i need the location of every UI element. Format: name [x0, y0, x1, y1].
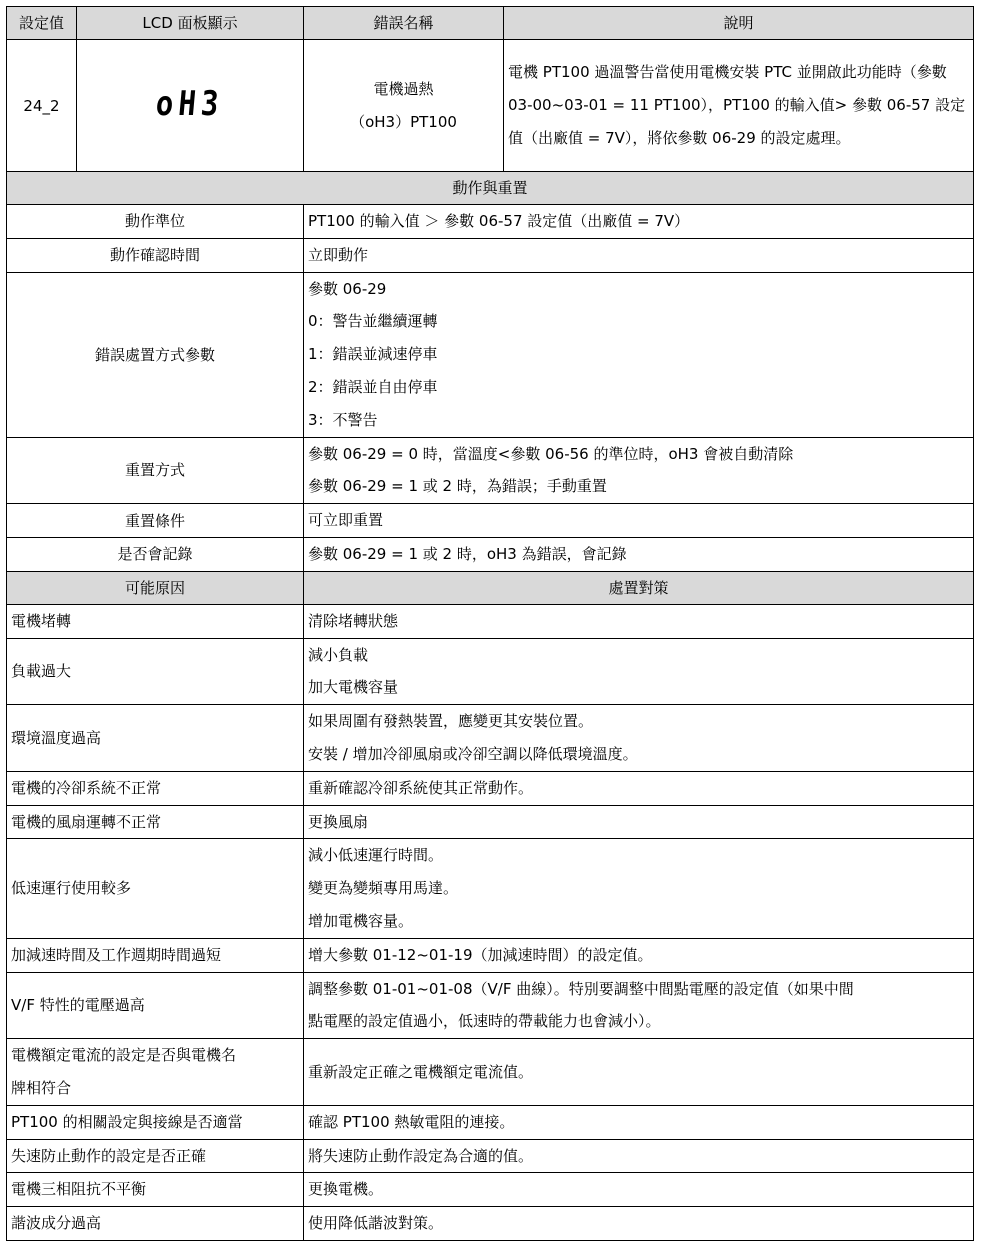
action-row-value: [304, 437, 974, 504]
action-row-label: 重置方式: [7, 437, 304, 504]
countermeasure-cell-line: 重新確認冷卻系統使其正常動作。: [308, 778, 534, 797]
header-countermeasure: 處置對策: [304, 571, 974, 604]
lcd-digits: oH3: [154, 84, 226, 124]
cause-cell-line: 負載過大: [11, 661, 72, 680]
action-row-value: [304, 205, 974, 239]
action-row-value-line: 2：錯誤並自由停車: [308, 377, 438, 396]
action-row-value-line: 3：不警告: [308, 410, 378, 429]
fault-code: 24_2: [7, 40, 77, 172]
countermeasure-cell-line: 使用降低諧波對策。: [308, 1214, 444, 1233]
cause-cell: [7, 638, 304, 705]
countermeasure-cell-line: 加大電機容量: [308, 678, 399, 697]
cause-row: [7, 1207, 974, 1241]
countermeasure-cell: [304, 1105, 974, 1139]
cause-cell: [7, 604, 304, 638]
countermeasure-cell-line: 安裝 / 增加冷卻風扇或冷卻空調以降低環境溫度。: [308, 744, 638, 763]
cause-cell-line: 電機三相阻抗不平衡: [11, 1180, 147, 1199]
cause-cell-line: 電機額定電流的設定是否與電機名: [11, 1046, 237, 1065]
cause-cell-line: 加減速時間及工作週期時間過短: [11, 945, 222, 964]
cause-cell: [7, 1139, 304, 1173]
countermeasure-cell: [304, 638, 974, 705]
cause-cell-line: 失速防止動作的設定是否正確: [11, 1146, 207, 1165]
countermeasure-cell: [304, 705, 974, 772]
action-row-value: [304, 272, 974, 437]
cause-cell-line: 低速運行使用較多: [11, 879, 132, 898]
countermeasure-cell: [304, 938, 974, 972]
cause-row: [7, 705, 974, 772]
header-description: 說明: [504, 7, 974, 40]
countermeasure-cell: [304, 604, 974, 638]
action-row-value-line: 0：警告並繼續運轉: [308, 312, 438, 331]
countermeasure-cell-line: 將失速防止動作設定為合適的值。: [308, 1146, 534, 1165]
cause-cell-line: 環境溫度過高: [11, 728, 102, 747]
cause-row: [7, 1139, 974, 1173]
cause-cell-line: 電機的冷卻系統不正常: [11, 778, 162, 797]
cause-cell: [7, 1207, 304, 1241]
cause-cell-line: 電機的風扇運轉不正常: [11, 812, 162, 831]
action-row-value: [304, 537, 974, 571]
countermeasure-cell-line: 確認 PT100 熱敏電阻的連接。: [308, 1112, 515, 1131]
countermeasure-cell: [304, 1173, 974, 1207]
cause-row: [7, 604, 974, 638]
cause-row: [7, 1039, 974, 1106]
action-row: [7, 537, 974, 571]
action-row-label: 動作確認時間: [7, 238, 304, 272]
cause-cell: [7, 1105, 304, 1139]
cause-row: [7, 1173, 974, 1207]
cause-cell-line: V/F 特性的電壓過高: [11, 995, 145, 1014]
countermeasure-cell-line: 變更為變頻專用馬達。: [308, 879, 459, 898]
fault-table: [6, 6, 974, 1241]
countermeasure-cell-line: 點電壓的設定值過小，低速時的帶載能力也會減小）。: [308, 1012, 661, 1031]
cause-row: [7, 771, 974, 805]
action-row-label: 錯誤處置方式參數: [7, 272, 304, 437]
action-row-label: 重置條件: [7, 504, 304, 538]
action-row-value: [304, 504, 974, 538]
countermeasure-cell-line: 更換電機。: [308, 1180, 384, 1199]
countermeasure-cell-line: 更換風扇: [308, 812, 369, 831]
cause-cell: [7, 1173, 304, 1207]
cause-row: [7, 638, 974, 705]
cause-cell: [7, 972, 304, 1039]
fault-description: 電機 PT100 過溫警告當使用電機安裝 PTC 並開啟此功能時（參數 03-00~03-01 = 11 PT100），PT100 的輸入值> 參數 06-57 設定值（出廠值 = 7V），將依參數 06-29 的設定處理。: [504, 40, 974, 172]
action-row: [7, 272, 974, 437]
countermeasure-cell-line: 調整參數 01-01~01-08（V/F 曲線）。特別要調整中間點電壓的設定值（如果中間: [308, 979, 854, 998]
cause-cell: [7, 771, 304, 805]
countermeasure-cell-line: 如果周圍有發熱裝置，應變更其安裝位置。: [308, 712, 594, 731]
cause-row: [7, 972, 974, 1039]
countermeasure-cell: [304, 1139, 974, 1173]
cause-cell-line: 電機堵轉: [11, 611, 72, 630]
countermeasure-cell-line: 減小負載: [308, 645, 369, 664]
action-row-value-line: 參數 06-29 = 1 或 2 時，為錯誤；手動重置: [308, 477, 607, 496]
countermeasure-cell-line: 重新設定正確之電機額定電流值。: [308, 1062, 534, 1081]
action-row-value-line: 參數 06-29 = 1 或 2 時，oH3 為錯誤，會記錄: [308, 544, 627, 563]
countermeasure-cell: [304, 1207, 974, 1241]
header-lcd: LCD 面板顯示: [77, 7, 304, 40]
error-name-line: （oH3）PT100: [350, 112, 457, 131]
cause-row: [7, 805, 974, 839]
action-row-value: [304, 238, 974, 272]
cause-cell-line: 諧波成分過高: [11, 1214, 102, 1233]
action-row-label: 是否會記錄: [7, 537, 304, 571]
cause-cell: [7, 839, 304, 938]
error-name-line: 電機過熱: [373, 79, 434, 98]
cause-row: [7, 938, 974, 972]
action-row: [7, 238, 974, 272]
action-row-value-line: 參數 06-29 = 0 時，當溫度<參數 06-56 的準位時，oH3 會被自動清除: [308, 444, 794, 463]
action-row: [7, 205, 974, 239]
cause-cell-line: 牌相符合: [11, 1078, 72, 1097]
countermeasure-cell-line: 增加電機容量。: [308, 911, 414, 930]
action-row: [7, 437, 974, 504]
cause-row: [7, 839, 974, 938]
action-row-value-line: 1：錯誤並減速停車: [308, 345, 438, 364]
action-row: [7, 504, 974, 538]
countermeasure-cell: [304, 1039, 974, 1106]
countermeasure-cell-line: 清除堵轉狀態: [308, 611, 399, 630]
cause-row: [7, 1105, 974, 1139]
action-row-value-line: 立即動作: [308, 245, 369, 264]
lcd-display: [77, 40, 304, 172]
cause-cell: [7, 805, 304, 839]
error-name-cell: [304, 40, 504, 172]
action-row-value-line: 可立即重置: [308, 511, 384, 530]
header-error-name: 錯誤名稱: [304, 7, 504, 40]
header-setting: 設定值: [7, 7, 77, 40]
cause-cell: [7, 938, 304, 972]
cause-cell: [7, 1039, 304, 1106]
countermeasure-cell: [304, 839, 974, 938]
cause-cell-line: PT100 的相關設定與接線是否適當: [11, 1112, 243, 1131]
action-row-value-line: 參數 06-29: [308, 279, 387, 298]
countermeasure-cell-line: 增大參數 01-12~01-19（加減速時間）的設定值。: [308, 945, 653, 964]
header-possible-cause: 可能原因: [7, 571, 304, 604]
cause-cell: [7, 705, 304, 772]
section-title-action-reset: 動作與重置: [7, 172, 974, 205]
countermeasure-cell-line: 減小低速運行時間。: [308, 846, 444, 865]
countermeasure-cell: [304, 972, 974, 1039]
countermeasure-cell: [304, 805, 974, 839]
countermeasure-cell: [304, 771, 974, 805]
action-row-label: 動作準位: [7, 205, 304, 239]
action-row-value-line: PT100 的輸入值 ＞ 參數 06-57 設定值（出廠值 = 7V）: [308, 212, 690, 230]
